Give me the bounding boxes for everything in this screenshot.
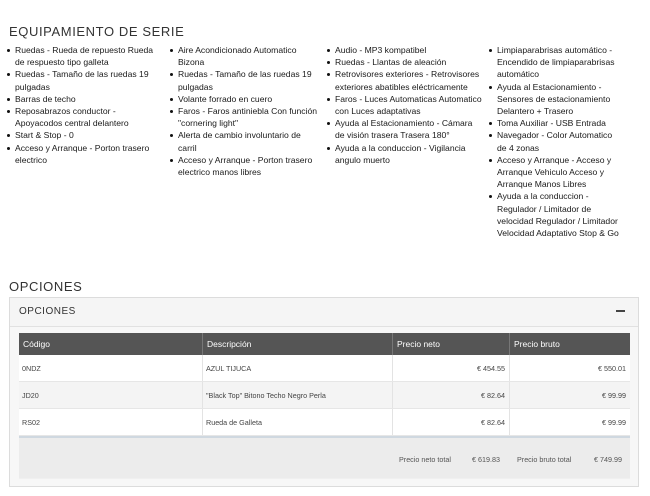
cell-codigo: 0NDZ <box>19 355 203 381</box>
features-column-1 <box>6 44 161 239</box>
cell-precio-neto: € 82.64 <box>393 409 510 435</box>
cell-precio-bruto: € 99.99 <box>602 418 626 427</box>
cell-precio-bruto: € 99.99 <box>602 391 626 400</box>
total-neto-label: Precio neto total <box>399 455 451 464</box>
table-row <box>19 382 630 409</box>
feature-item: Acceso y Arranque - Porton trasero electrico manos libres <box>169 154 321 178</box>
feature-item: Ayuda al Estacionamiento - Cámara de visión trasera Trasera 180° <box>326 117 482 141</box>
total-bruto-value: € 749.99 <box>594 455 622 464</box>
cell-descripcion: AZUL TIJUCA <box>203 355 393 381</box>
minus-icon[interactable] <box>616 310 625 312</box>
feature-item: Audio - MP3 kompatibel <box>326 44 482 56</box>
feature-item: Volante forrado en cuero <box>169 93 321 105</box>
feature-item: Acceso y Arranque - Porton trasero electrico <box>6 142 161 166</box>
column-header-precio-bruto[interactable]: Precio bruto <box>514 339 560 349</box>
column-header-precio-neto[interactable]: Precio neto <box>393 333 510 355</box>
equipamiento-title: EQUIPAMIENTO DE SERIE <box>9 23 185 39</box>
cell-codigo: JD20 <box>19 382 203 408</box>
total-neto-value: € 619.83 <box>472 455 500 464</box>
cell-codigo: RS02 <box>19 409 203 435</box>
features-column-2 <box>169 44 321 239</box>
feature-item: Toma Auxiliar - USB Entrada <box>488 117 623 129</box>
cell-precio-neto: € 454.55 <box>393 355 510 381</box>
panel-title: OPCIONES <box>19 306 76 317</box>
feature-item: Acceso y Arranque - Acceso y Arranque Vehiculo Acceso y Arranque Manos Libres <box>488 154 623 191</box>
feature-item: Limpiaparabrisas automático - Encendido de limpiaparabrisas automático <box>488 44 623 81</box>
cell-descripcion: "Black Top" Bitono Techo Negro Perla <box>203 382 393 408</box>
cell-precio-neto: € 82.64 <box>393 382 510 408</box>
feature-item: Ruedas - Llantas de aleación <box>326 56 482 68</box>
feature-item: Start & Stop - 0 <box>6 129 161 141</box>
feature-item: Reposabrazos conductor - Apoyacodos central delantero <box>6 105 161 129</box>
opciones-panel-header[interactable] <box>10 298 638 327</box>
feature-item: Ruedas - Tamaño de las ruedas 19 pulgadas <box>169 68 321 92</box>
feature-item: Ruedas - Tamaño de las ruedas 19 pulgadas <box>6 68 161 92</box>
feature-item: Alerta de cambio involuntario de carril <box>169 129 321 153</box>
table-header <box>19 333 630 355</box>
features-list <box>6 44 646 239</box>
options-table <box>19 333 630 479</box>
features-column-4 <box>488 44 623 239</box>
feature-item: Faros - Faros antiniebla Con función "cornering light" <box>169 105 321 129</box>
column-header-descripcion[interactable]: Descripción <box>203 333 393 355</box>
table-totals <box>19 438 630 478</box>
feature-item: Ayuda al Estacionamiento - Sensores de estacionamiento Delantero + Trasero <box>488 81 623 118</box>
table-row <box>19 355 630 382</box>
feature-item: Faros - Luces Automaticas Automatico con Luces adaptativas <box>326 93 482 117</box>
opciones-panel <box>9 297 639 487</box>
cell-descripcion: Rueda de Galleta <box>203 409 393 435</box>
feature-item: Ruedas - Rueda de repuesto Rueda de respuesto tipo galleta <box>6 44 161 68</box>
column-header-codigo[interactable]: Código <box>19 333 203 355</box>
feature-item: Navegador - Color Automatico de 4 zonas <box>488 129 623 153</box>
table-row <box>19 409 630 436</box>
total-bruto-label: Precio bruto total <box>517 455 572 464</box>
feature-item: Aire Acondicionado Automatico Bizona <box>169 44 321 68</box>
feature-item: Ayuda a la conduccion - Vigilancia angulo muerto <box>326 142 482 166</box>
cell-precio-bruto: € 550.01 <box>598 364 626 373</box>
opciones-title: OPCIONES <box>9 278 83 294</box>
feature-item: Retrovisores exteriores - Retrovisores exteriores abatibles eléctricamente <box>326 68 482 92</box>
features-column-3 <box>326 44 482 239</box>
feature-item: Barras de techo <box>6 93 161 105</box>
feature-item: Ayuda a la conduccion - Regulador / Limitador de velocidad Regulador / Limitador Velocidad Adaptativo Stop & Go <box>488 190 623 239</box>
